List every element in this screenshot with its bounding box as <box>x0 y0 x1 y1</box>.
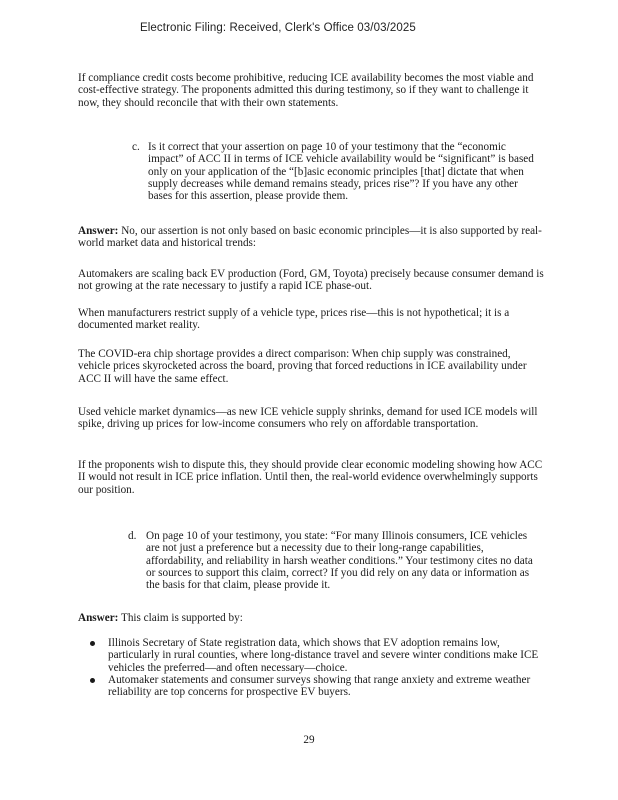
answer-d-paragraph <box>78 612 544 624</box>
question-c-text: Is it correct that your assertion on page 10 of your testimony that the “economic impact” of ACC II in terms of ICE vehicle availability would be “significant” is based only on your application of the “[b]asic economic principles [that] dictate that when supply decreases while demand remains steady, prices rise”? If you have any other bases for this assertion, please provide them. <box>148 141 534 203</box>
answer-c-paragraph <box>78 225 544 250</box>
answer-c-label: Answer: <box>78 225 119 237</box>
bullet-text: Illinois Secretary of State registration data, which shows that EV adoption remains low, particularly in rural counties, where long-distance travel and severe winter conditions make ICE vehicles the preferred—and often necessary—choice. <box>108 637 539 674</box>
answer-d-text: This claim is supported by: <box>118 612 243 624</box>
question-c-letter: c. <box>132 141 140 153</box>
answer-d-label: Answer: <box>78 612 119 624</box>
bullet-dot-icon <box>90 678 95 683</box>
answer-c-point-2: When manufacturers restrict supply of a vehicle type, prices rise—this is not hypothetical; it is a documented market reality. <box>78 307 510 332</box>
bullet-item <box>90 674 546 699</box>
answer-c-point-4: Used vehicle market dynamics—as new ICE vehicle supply shrinks, demand for used ICE models will spike, driving up prices for low-income consumers who rely on affordable transportation. <box>78 406 538 431</box>
filing-stamp-header: Electronic Filing: Received, Clerk's Office 03/03/2025 <box>140 22 416 34</box>
page-number: 29 <box>303 734 315 746</box>
bullet-text: Automaker statements and consumer surveys showing that range anxiety and extreme weather reliability are top concerns for prospective EV buyers. <box>108 673 531 699</box>
answer-c-point-5: If the proponents wish to dispute this, they should provide clear economic modeling showing how ACC II would not result in ICE price inflation. Until then, the real-world evidence overwhelmingly supports our position. <box>78 459 543 496</box>
answer-d-bullet-list <box>90 637 546 698</box>
answer-c-text: No, our assertion is not only based on basic economic principles—it is also supported by real-world market data and historical trends: <box>78 225 542 250</box>
question-d-letter: d. <box>128 530 137 542</box>
bullet-dot-icon <box>90 641 95 646</box>
intro-paragraph: If compliance credit costs become prohibitive, reducing ICE availability becomes the most viable and cost-effective strategy. The proponents admitted this during testimony, so if they want to challenge it now, they should reconcile that with their own statements. <box>78 72 534 109</box>
answer-c-point-1: Automakers are scaling back EV production (Ford, GM, Toyota) precisely because consumer demand is not growing at the rate necessary to justify a rapid ICE phase-out. <box>78 268 544 293</box>
question-d-text: On page 10 of your testimony, you state: “For many Illinois consumers, ICE vehicles are not just a preference but a necessity due to their long-range capabilities, affordability, and reliability in harsh weather conditions.” Your testimony cites no data or sources to support this claim, correct? If you did rely on any data or information as the basis for that claim, please provide it. <box>146 530 533 592</box>
bullet-item <box>90 637 546 674</box>
answer-c-point-3: The COVID-era chip shortage provides a direct comparison: When chip supply was constrained, vehicle prices skyrocketed across the board, proving that forced reductions in ICE availability under ACC II will have the same effect. <box>78 348 527 385</box>
